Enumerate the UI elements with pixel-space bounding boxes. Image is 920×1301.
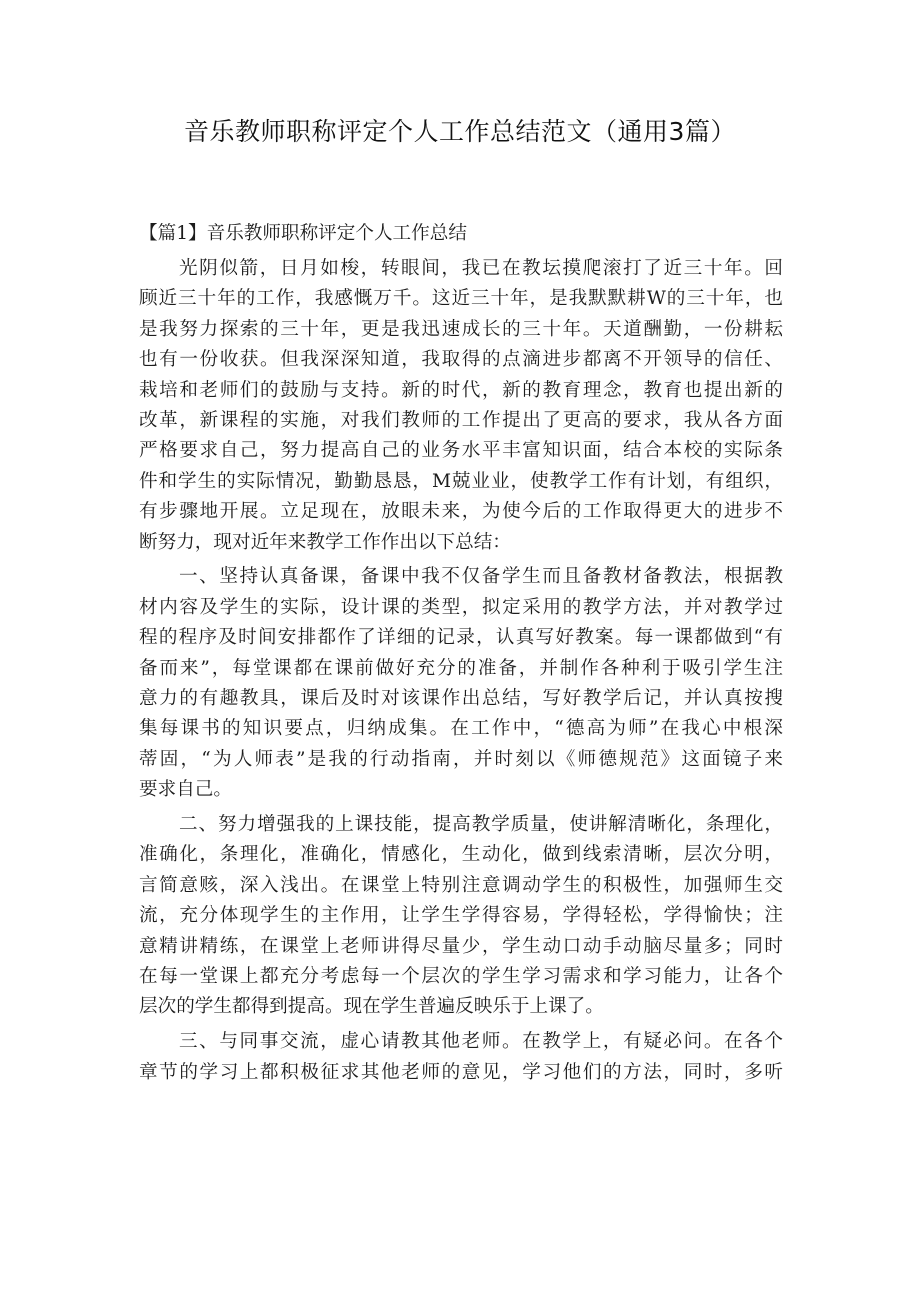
- text-line: 蒂固，“为人师表”是我的行动指南，并时刻以《师德规范》这面镜子来: [139, 748, 783, 770]
- text-line: 是我努力探索的三十年，更是我迅速成长的三十年。天道酬勤，一份耕耘: [139, 318, 783, 340]
- text-line: 流，充分体现学生的主作用，让学生学得容易，学得轻松，学得愉快；注: [139, 905, 783, 927]
- text-line: 三、与同事交流，虚心请教其他老师。在教学上，有疑必问。在各个: [179, 1031, 783, 1053]
- text-line: 层次的学生都得到提高。现在学生普遍反映乐于上课了。: [139, 996, 604, 1018]
- body-paragraph: [139, 810, 783, 1023]
- text-line: 言简意赅，深入浅出。在课堂上特别注意调动学生的积极性，加强师生交: [139, 874, 783, 896]
- text-line: 一、坚持认真备课，备课中我不仅备学生而且备教材备教法，根据教: [179, 566, 783, 588]
- text-line: 二、努力增强我的上课技能，提高教学质量，使讲解清晰化，条理化，: [179, 814, 783, 836]
- text-line: 在每一堂课上都充分考虑每一个层次的学生学习需求和学习能力，让各个: [139, 965, 783, 987]
- text-line: 要求自己。: [139, 779, 232, 801]
- text-line: 改革，新课程的实施，对我们教师的工作提出了更高的要求，我从各方面: [139, 409, 783, 431]
- text-line: 程的程序及时间安排都作了详细的记录，认真写好教案。每一课都做到“有: [139, 627, 783, 649]
- text-line: 意精讲精练，在课堂上老师讲得尽量少，学生动口动手动脑尽量多；同时: [139, 935, 783, 957]
- section-heading: 【篇1】音乐教师职称评定个人工作总结: [139, 223, 467, 244]
- text-line: 材内容及学生的实际，设计课的类型，拟定采用的教学方法，并对教学过: [139, 596, 783, 618]
- text-line: 也有一份收获。但我深深知道，我取得的点滴进步都离不开领导的信任、: [139, 349, 783, 371]
- document-title: 音乐教师职称评定个人工作总结范文（通用3篇）: [184, 117, 736, 146]
- text-line: 准确化，条理化，准确化，情感化，生动化，做到线索清晰，层次分明，: [139, 844, 783, 866]
- body-paragraph: [139, 1027, 783, 1088]
- text-line: 光阴似箭，日月如梭，转眼间，我已在教坛摸爬滚打了近三十年。回: [179, 258, 783, 279]
- text-line: 顾近三十年的工作，我感慨万千。这近三十年，是我默默耕W的三十年，也: [139, 288, 783, 310]
- text-line: 件和学生的实际情况，勤勤恳恳，M兢业业，使教学工作有计划，有组织，: [139, 470, 783, 492]
- text-line: 意力的有趣教具，课后及时对该课作出总结，写好教学后记，并认真按搜: [139, 687, 783, 709]
- text-line: 断努力，现对近年来教学工作作出以下总结：: [139, 531, 511, 553]
- body-paragraph: [139, 254, 783, 558]
- text-line: 备而来”，每堂课都在课前做好充分的准备，并制作各种利于吸引学生注: [139, 657, 783, 679]
- text-line: 章节的学习上都积极征求其他老师的意见，学习他们的方法，同时，多听: [139, 1061, 783, 1083]
- text-line: 有步骤地开展。立足现在，放眼未来，为使今后的工作取得更大的进步不: [139, 501, 783, 523]
- document-body: [139, 218, 783, 1088]
- text-line: 栽培和老师们的鼓励与支持。新的时代，新的教育理念，教育也提出新的: [139, 379, 783, 401]
- body-paragraph: [139, 562, 783, 805]
- text-line: 集每课书的知识要点，归纳成集。在工作中，“德高为师”在我心中根深: [139, 718, 783, 740]
- paragraph-list: [139, 254, 783, 1088]
- text-line: 严格要求自己，努力提高自己的业务水平丰富知识面，结合本校的实际条: [139, 440, 783, 462]
